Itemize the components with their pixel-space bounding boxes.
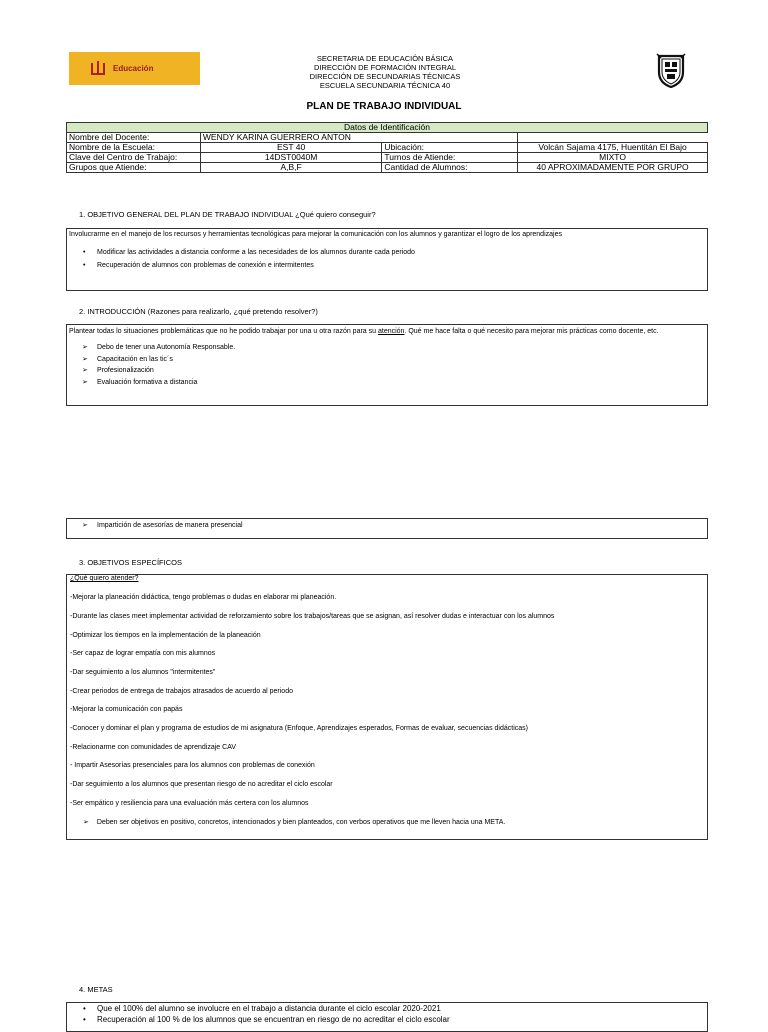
table-cell: 40 APROXIMADAMENTE POR GRUPO [518, 163, 708, 173]
section-2-extra-box [66, 518, 708, 539]
header-line: DIRECCIÓN DE SECUNDARIAS TÉCNICAS [309, 72, 461, 81]
table-cell: MIXTO [518, 153, 708, 163]
objective-line: -Ser empático y resiliencia para una evaluación más certera con los alumnos [70, 800, 309, 807]
table-cell: Nombre del Docente: [67, 133, 201, 143]
table-cell: Ubicación: [382, 143, 518, 153]
objective-line: -Relacionarme con comunidades de aprendizaje CAV [70, 744, 237, 751]
section-1-heading: 1. OBJETIVO GENERAL DEL PLAN DE TRABAJO INDIVIDUAL ¿Qué quiero conseguir? [79, 210, 376, 219]
objective-line: -Crear periodos de entrega de trabajos atrasados de acuerdo al periodo [70, 688, 293, 695]
list-item: ➢ Debo de tener una Autonomía Responsable. [97, 342, 707, 354]
list-item: • Modificar las actividades a distancia conforme a las necesidades de los alumnos durante cada periodo [97, 246, 707, 259]
header-line: ESCUELA SECUNDARIA TÉCNICA 40 [319, 81, 451, 90]
logo-text: Educación [113, 64, 154, 73]
table-row [67, 143, 708, 153]
identification-table [66, 122, 708, 173]
list-item: • Recuperación al 100 % de los alumnos que se encuentran en riesgo de no acreditar el ciclo escolar [97, 1014, 707, 1025]
book-icon [91, 63, 105, 75]
table-cell: Nombre de la Escuela: [67, 143, 201, 153]
list-item: • Recuperación de alumnos con problemas de conexión e intermitentes [97, 259, 707, 272]
table-row [67, 163, 708, 173]
table-row [67, 133, 708, 143]
objective-line: -Mejorar la comunicación con papás [70, 706, 183, 713]
section-3-box [66, 574, 708, 840]
header-line: SECRETARIA DE EDUCACIÓN BÁSICA [316, 54, 454, 63]
table-cell: WENDY KARINA GUERRERO ANTON [200, 133, 517, 143]
list-item: ➢ Impartición de asesorías de manera presencial [97, 520, 707, 532]
section-2-list [67, 342, 707, 388]
section-3-heading: 3. OBJETIVOS ESPECÍFICOS [79, 558, 182, 567]
objective-line: -Dar seguimiento a los alumnos "intermitentes" [70, 669, 216, 676]
objective-line: -Optimizar los tiempos en la implementación de la planeación [70, 632, 261, 639]
section-4-list [67, 1003, 707, 1025]
arrow-icon: ➢ [83, 819, 89, 826]
objective-line: -Mejorar la planeación didáctica, tengo problemas o dudas en elaborar mi planeación. [70, 594, 337, 601]
table-cell: Turnos de Atiende: [382, 153, 518, 163]
objective-note: ➢ Deben ser objetivos en positivo, concretos, intencionados y bien planteados, con verbos operativos que me lleven hacia una META. [83, 819, 506, 826]
educacion-logo [69, 52, 200, 85]
section-4-heading: 4. METAS [79, 985, 113, 994]
list-item: ➢ Profesionalización [97, 365, 707, 377]
school-seal-icon [655, 52, 687, 88]
objective-line: -Durante las clases meet implementar actividad de reforzamiento sobre los trabajos/tareas que se asignan, así resolver dudas e interactuar con los alumnos [70, 613, 555, 620]
section-2-box [66, 324, 708, 406]
table-cell: Cantidad de Alumnos: [382, 163, 518, 173]
table-cell: Volcán Sajama 4175, Huentitán El Bajo [518, 143, 708, 153]
section-1-text: Involucrarme en el manejo de los recursos y herramientas tecnológicas para mejorar la comunicación con los alumnos y garantizar el logro de los aprendizajes [69, 231, 562, 238]
objective-line: - Impartir Asesorías presenciales para los alumnos con problemas de conexión [70, 762, 315, 769]
section-1-list [67, 246, 707, 272]
attention-link: atención [377, 328, 405, 335]
table-cell: EST 40 [200, 143, 381, 153]
list-item: ➢ Capacitación en las tic´s [97, 354, 707, 366]
table-cell: Grupos que Atiende: [67, 163, 201, 173]
table-header: Datos de Identificación [67, 123, 708, 133]
table-row [67, 153, 708, 163]
institution-header [230, 54, 540, 90]
table-cell: Clave del Centro de Trabajo: [67, 153, 201, 163]
document-title: PLAN DE TRABAJO INDIVIDUAL [306, 101, 462, 112]
section-1-box [66, 228, 708, 291]
list-item: • Que el 100% del alumno se involucre en el trabajo a distancia durante el ciclo escolar 2020-2021 [97, 1003, 707, 1014]
objective-line: -Ser capaz de lograr empatía con mis alumnos [70, 650, 216, 657]
section-2-heading: 2. INTRODUCCIÓN (Razones para realizarlo, ¿qué pretendo resolver?) [79, 307, 318, 316]
list-item: ➢ Evaluación formativa a distancia [97, 377, 707, 389]
section-3-question: ¿Qué quiero atender? [70, 575, 139, 582]
table-cell: 14DST0040M [200, 153, 381, 163]
objective-line: -Dar seguimiento a los alumnos que presentan riesgo de no acreditar el ciclo escolar [70, 781, 333, 788]
objective-line: -Conocer y dominar el plan y programa de estudios de mi asignatura (Enfoque, Aprendizajes esperados, Formas de evaluar, secuencias didácticas) [70, 725, 528, 732]
header-line: DIRECCIÓN DE FORMACIÓN INTEGRAL [313, 63, 457, 72]
section-4-box [66, 1002, 708, 1032]
section-2-text: Plantear todas lo situaciones problemáticas que no he podido trabajar por una u otra razón para su atención. Qué me hace falta o qué necesito para mejorar mis prácticas como docente, etc. [69, 328, 659, 335]
table-cell: A,B,F [200, 163, 381, 173]
